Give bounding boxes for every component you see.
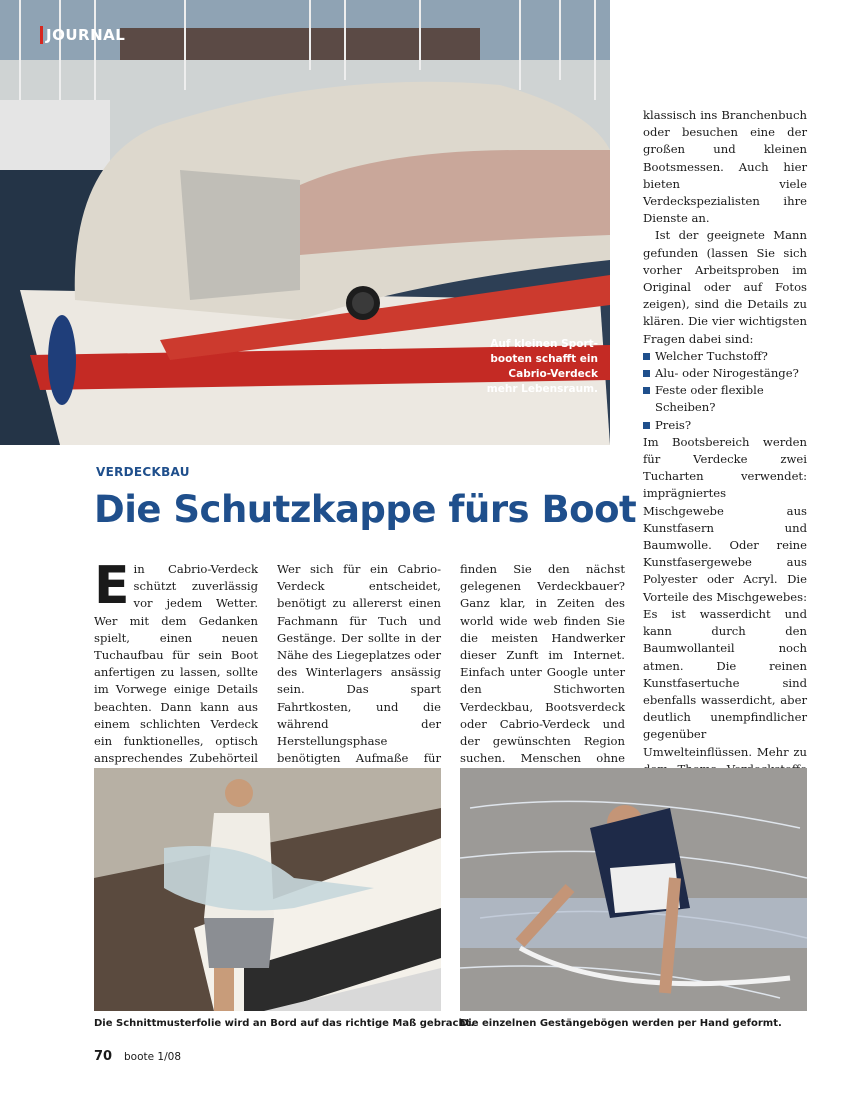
hero-photo: [0, 0, 610, 445]
body-column-3: [460, 561, 625, 802]
magazine-issue: boote 1/08: [124, 1051, 182, 1063]
col4-para-2: Ist der geeignete Mann gefunden (lassen Sie sich vorher Arbeitsproben im Original oder auf Fotos zeigen), sind die Details zu klären. Die vier wichtigsten Fragen dabei sind:: [643, 228, 807, 346]
section-marker: [40, 26, 43, 44]
kicker: VERDECKBAU: [96, 465, 190, 479]
col3-text: finden Sie den nächst gelegenen Verdeckbauer? Ganz klar, in Zeiten des world wide web finden Sie die meisten Handwerker dieser Zunft im Internet. Einfach unter Google unter den Stichworten Verdeckbau, Bootsverdeck oder Cabrio-Verdeck und der gewünschten Region suchen. Menschen ohne: [460, 562, 625, 766]
photo-pattern-film: [94, 768, 441, 1011]
question-item: Alu- oder Nirogestänge?: [643, 365, 807, 382]
col4-para-3: Im Bootsbereich werden für Verdecke zwei Tucharten verwendet: imprägniertes Mischgewebe aus Kunstfasern und Baumwolle. Oder reine Kunstfasergewebe aus Polyester oder Acryl. Die Vorteile des Mischgewebes: Es ist wasserdicht und kann durch den Baumwollanteil noch atmen. Die reinen Kunstfasertuche sind ebenfalls wasserdicht, aber deutlich unempfindlicher gegenüber Umwelteinflüssen. Mehr zu: [643, 434, 807, 759]
question-item: Preis?: [643, 417, 807, 434]
hero-caption: Auf kleinen Sport-booten schafft ein Cabrio-Verdeck mehr Lebensraum.: [486, 338, 598, 395]
article-headline: Die Schutzkappe fürs Boot: [94, 488, 637, 531]
photo-right-caption: Die einzelnen Gestängebögen werden per Hand geformt.: [460, 1018, 782, 1029]
photo-bending-rods: [460, 768, 807, 1011]
section-label: JOURNAL: [46, 26, 126, 44]
page-number: 70: [94, 1049, 113, 1064]
man-with-foil-image: [94, 768, 441, 1011]
man-bending-rod-image: [460, 768, 807, 1011]
question-item: Feste oder flexible Scheiben?: [643, 382, 807, 416]
drop-cap: E: [94, 556, 130, 616]
photo-left-caption: Die Schnittmusterfolie wird an Bord auf das richtige Maß gebracht.: [94, 1018, 475, 1029]
body-column-1: [94, 556, 258, 785]
question-list: [643, 348, 807, 434]
question-item: Welcher Tuchstoff?: [643, 348, 807, 365]
col4-para-1: klassisch ins Branchenbuch oder besuchen eine der großen und kleinen Bootsmessen. Auch hier bieten viele Verdeckspezialisten ihre Dienste an.: [643, 108, 807, 226]
col2-text: Wer sich für ein Cabrio-Verdeck entscheidet, benötigt zu allererst einen Fachmann für Tuch und Gestänge. Der sollte in der Nähe des Liegeplatzes oder des Winterlagers ansässig sein. Das spart Fahrtkosten, und die während der Herstellungsphase benötigten Aufmaße für: [277, 562, 441, 766]
body-column-2: [277, 561, 441, 802]
col1-text: in Cabrio-Verdeck schützt zuverlässig vor jedem Wetter. Wer mit dem Gedanken spielt, einen neuen Tuchaufbau für sein Boot anfertigen zu lassen, sollte im Vorwege einige Details beachten. Dann kann aus einem schlichten Verdeck ein funktionelles, optisch ansprechendes Zubehörteil: [94, 562, 258, 766]
